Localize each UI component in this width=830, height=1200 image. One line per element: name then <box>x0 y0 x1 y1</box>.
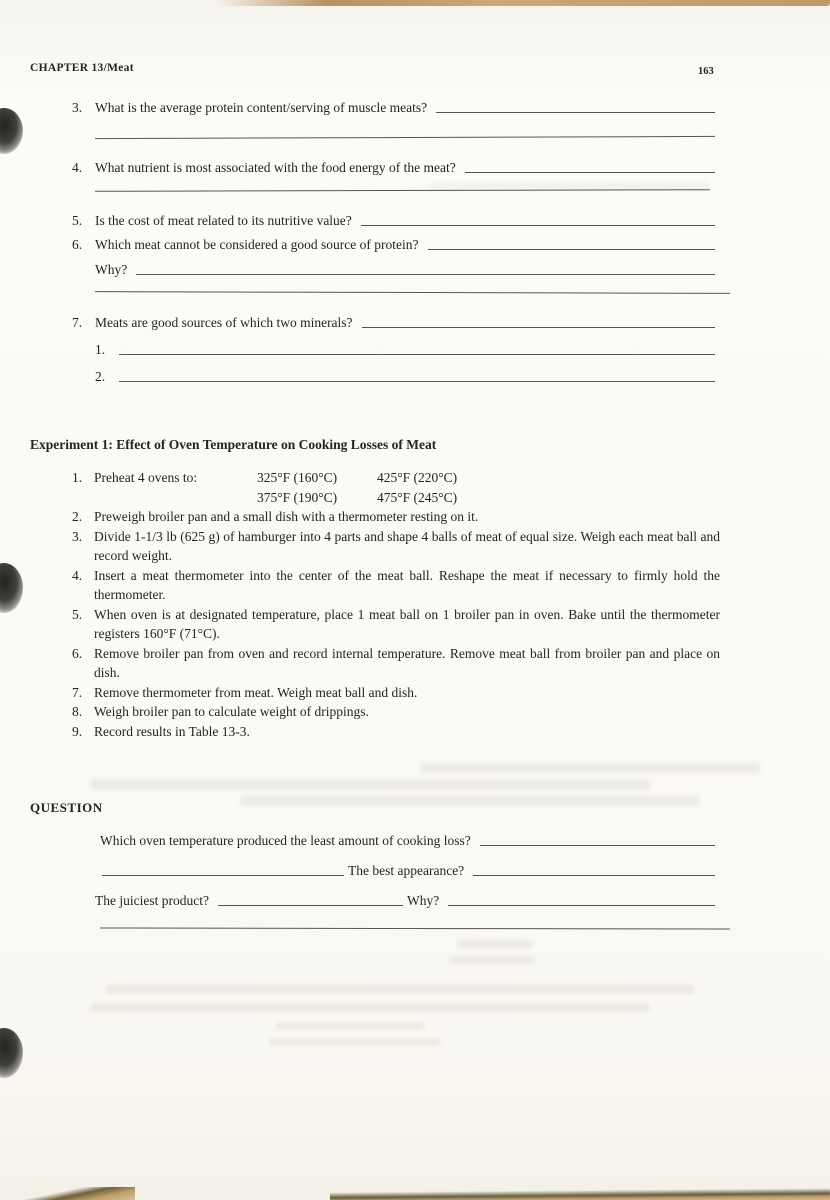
experiment-step-3 <box>72 527 720 566</box>
question-text: Meats are good sources of which two minerals? <box>95 315 353 330</box>
oven-temperatures <box>257 468 457 507</box>
answer-line <box>480 845 715 846</box>
question-text: The juiciest product? <box>95 893 209 908</box>
answer-line <box>218 905 403 906</box>
why-label: Why? <box>406 893 440 908</box>
question-7-sub-1 <box>95 342 715 358</box>
answer-line <box>119 354 715 355</box>
answer-line <box>362 327 715 328</box>
step-text: Divide 1-1/3 lb (625 g) of hamburger into 4 parts and shape 4 balls of meat of equal size. Weigh each meat ball and record weight. <box>94 528 720 563</box>
question-number: 5. <box>72 213 83 228</box>
chapter-header: CHAPTER 13/Meat <box>30 62 134 74</box>
question-text: The best appearance? <box>348 863 465 878</box>
binder-hole-middle <box>0 563 23 613</box>
bleed-through-smudge <box>275 1022 425 1030</box>
step-number: 8. <box>72 704 83 719</box>
bleed-through-smudge <box>458 940 533 948</box>
photo-edge-bottom-left <box>0 1187 135 1200</box>
experiment-step-4 <box>72 566 720 605</box>
step-number: 6. <box>72 645 83 661</box>
photo-edge-top <box>215 0 830 6</box>
answer-line <box>473 875 715 876</box>
question-7-sub-2 <box>95 369 715 385</box>
question-item-5 <box>72 213 715 229</box>
question-best-appearance <box>100 863 715 879</box>
step-text: Insert a meat thermometer into the center of the meat ball. Reshape the meat if necessary to firmly hold the thermometer. <box>94 567 720 602</box>
experiment-step-7 <box>72 683 720 703</box>
experiment-step-6 <box>72 644 720 683</box>
question-text: Is the cost of meat related to its nutritive value? <box>95 213 352 228</box>
bleed-through-smudge <box>450 956 535 964</box>
binder-hole-top <box>0 108 23 154</box>
photo-edge-bottom-right <box>330 1188 830 1200</box>
experiment-title: Experiment 1: Effect of Oven Temperature on Cooking Losses of Meat <box>30 437 437 452</box>
step-number: 4. <box>72 567 83 583</box>
step-number: 2. <box>72 509 83 524</box>
question-item-6 <box>72 237 715 253</box>
bleed-through-smudge <box>270 1038 440 1046</box>
answer-line <box>361 225 715 226</box>
step-number: 9. <box>72 723 83 739</box>
step-text: Preweigh broiler pan and a small dish with a thermometer resting on it. <box>94 509 479 524</box>
answer-line <box>102 875 344 876</box>
experiment-step-5 <box>72 605 720 644</box>
page-number: 163 <box>698 66 714 77</box>
question-item-4 <box>72 160 715 176</box>
step-text: Weigh broiler pan to calculate weight of drippings. <box>94 704 369 719</box>
answer-line <box>95 291 730 294</box>
oven-temp: 325°F (160°C) <box>257 470 338 485</box>
why-label: Why? <box>95 262 128 277</box>
step-text: Remove thermometer from meat. Weigh meat ball and dish. <box>94 684 418 700</box>
oven-temp: 375°F (190°C) <box>257 489 338 505</box>
oven-temp: 425°F (220°C) <box>377 470 458 485</box>
oven-temp: 475°F (245°C) <box>377 489 458 505</box>
binder-hole-bottom <box>0 1028 23 1078</box>
step-number: 3. <box>72 528 83 544</box>
question-text: What is the average protein content/serving of muscle meats? <box>95 100 428 115</box>
step-text: Preheat 4 ovens to: <box>94 470 198 485</box>
answer-line <box>436 112 715 113</box>
bleed-through-smudge <box>90 1003 650 1012</box>
experiment-step-1 <box>72 468 720 507</box>
step-text: Record results in Table 13-3. <box>94 723 250 739</box>
question-item-7 <box>72 315 715 331</box>
answer-line <box>119 381 715 382</box>
answer-line <box>100 927 730 929</box>
question-number: 4. <box>72 160 83 175</box>
answer-line <box>136 274 715 275</box>
sub-number: 2. <box>95 369 106 384</box>
bleed-through-smudge <box>240 796 700 806</box>
question-number: 6. <box>72 237 83 252</box>
step-number: 7. <box>72 684 83 700</box>
step-text: Remove broiler pan from oven and record internal temperature. Remove meat ball from broiler pan and place on dish. <box>94 645 720 680</box>
experiment-step-9 <box>72 722 720 742</box>
answer-line <box>428 249 716 250</box>
question-section-heading: QUESTION <box>30 800 103 815</box>
answer-line <box>448 905 715 906</box>
step-number: 1. <box>72 470 83 485</box>
step-text: When oven is at designated temperature, place 1 meat ball on 1 broiler pan in oven. Bake until the thermometer registers 160°F (71°C). <box>94 606 720 641</box>
question-cooking-loss <box>100 833 715 849</box>
experiment-step-2 <box>72 507 720 527</box>
question-number: 3. <box>72 100 83 115</box>
answer-line <box>465 172 715 173</box>
bleed-through-smudge <box>420 763 760 773</box>
question-text: What nutrient is most associated with the food energy of the meat? <box>95 160 456 175</box>
bleed-through-smudge <box>90 779 650 790</box>
question-number: 7. <box>72 315 83 330</box>
step-number: 5. <box>72 606 83 622</box>
question-text: Which oven temperature produced the least amount of cooking loss? <box>100 833 471 848</box>
answer-line <box>95 136 715 139</box>
bleed-through-smudge <box>105 985 695 994</box>
question-item-3 <box>72 100 715 116</box>
experiment-steps <box>72 468 720 741</box>
question-text: Which meat cannot be considered a good source of protein? <box>95 237 419 252</box>
question-6-why <box>95 262 715 278</box>
bleed-through-smudge <box>430 182 710 190</box>
question-juiciest-product <box>95 893 715 909</box>
sub-number: 1. <box>95 342 106 357</box>
experiment-step-8 <box>72 702 720 722</box>
